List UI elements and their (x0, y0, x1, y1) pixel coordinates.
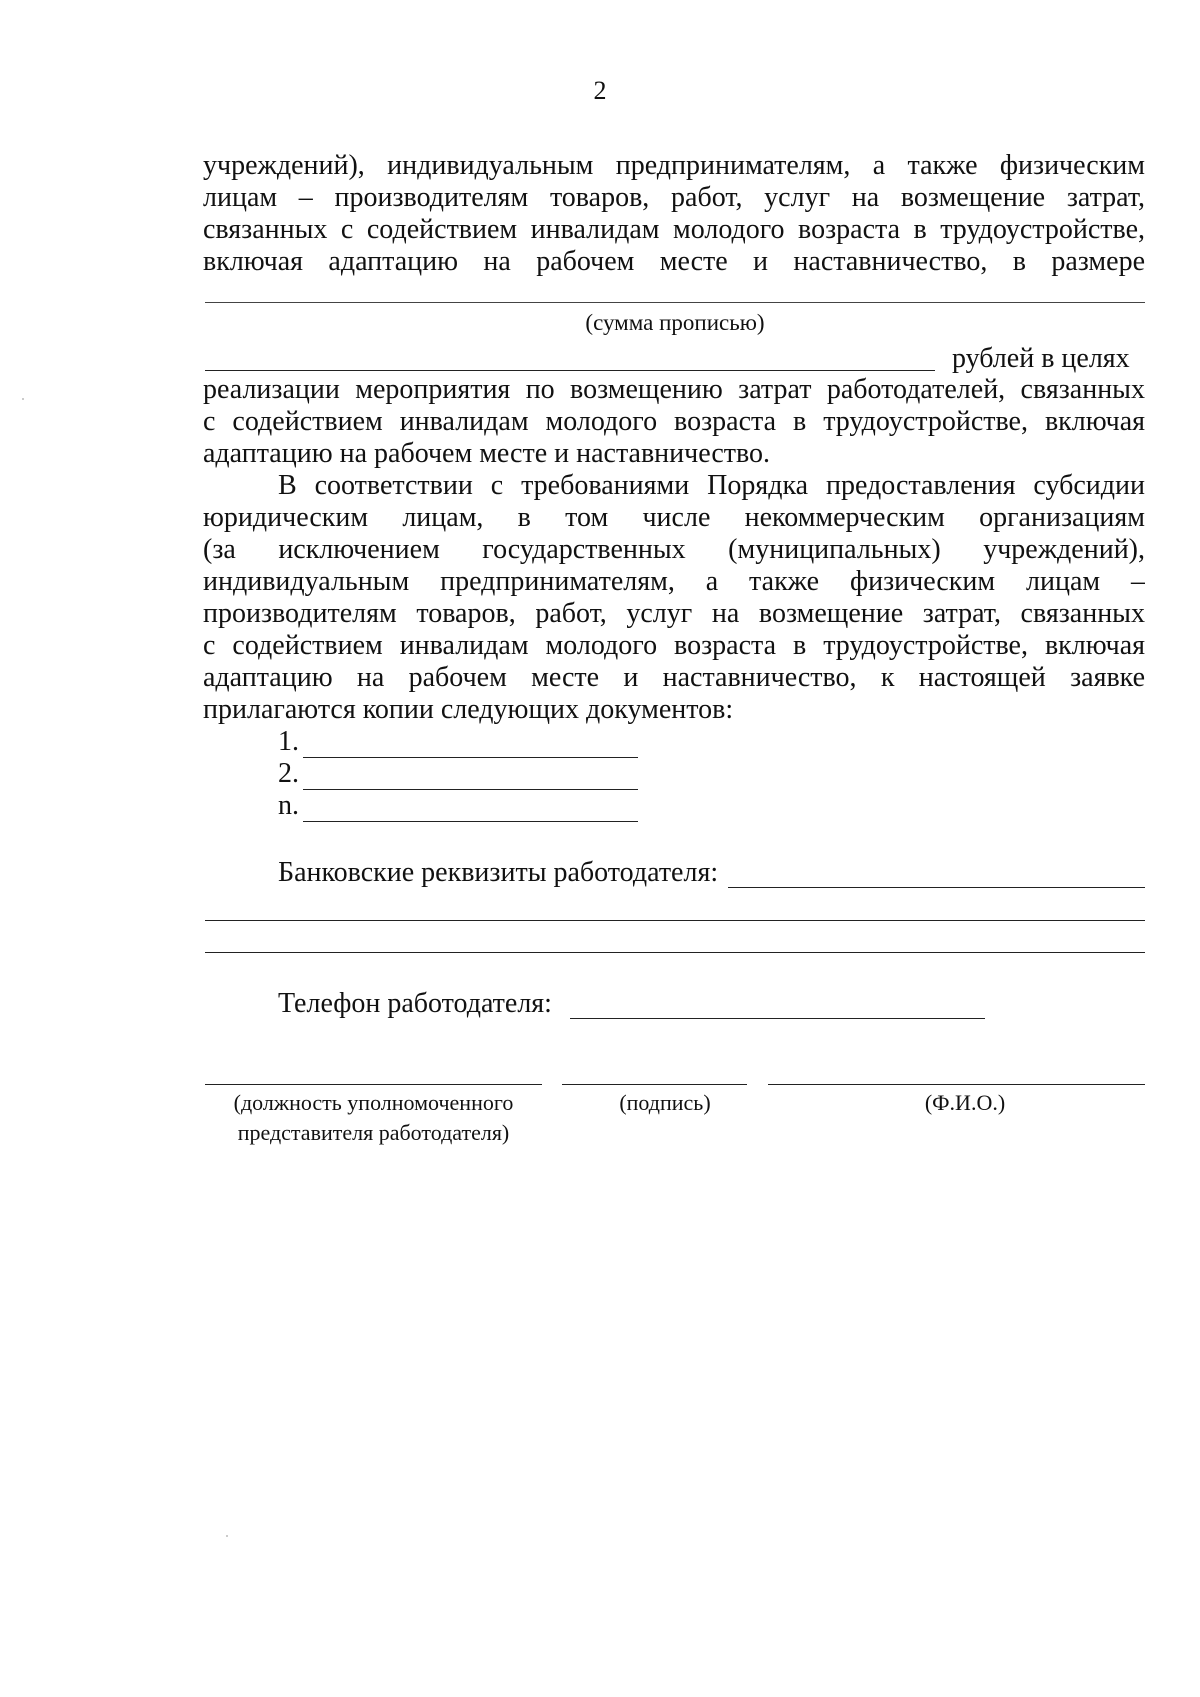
scan-speck (226, 1535, 228, 1537)
text-line: В соответствии с требованиями Порядка предоставления субсидии (278, 470, 1145, 501)
text-line: прилагаются копии следующих документов: (203, 694, 734, 725)
phone-label: Телефон работодателя: (278, 988, 552, 1019)
position-field-line[interactable] (205, 1084, 542, 1085)
sum-in-words-field-line[interactable] (205, 302, 1145, 303)
rubles-text: рублей в целях (952, 343, 1130, 374)
text-line: лицам – производителям товаров, работ, услуг на возмещение затрат, (203, 182, 1145, 213)
bank-details-label: Банковские реквизиты работодателя: (278, 857, 719, 888)
text-line: с содействием инвалидам молодого возраста в трудоустройстве, включая (203, 406, 1145, 437)
signature-field-line[interactable] (562, 1084, 747, 1085)
bank-details-field-line-3[interactable] (205, 952, 1145, 953)
list-item-marker: 2. (278, 758, 299, 789)
text-line: учреждений), индивидуальным предпринимателям, а также физическим (203, 150, 1145, 181)
scan-speck (22, 398, 24, 400)
text-line: адаптацию на рабочем месте и наставничество. (203, 438, 771, 469)
text-line: производителям товаров, работ, услуг на возмещение затрат, связанных (203, 598, 1145, 629)
text-line: включая адаптацию на рабочем месте и наставничество, в размере (203, 246, 1145, 277)
text-line: с содействием инвалидам молодого возраста в трудоустройстве, включая (203, 630, 1145, 661)
sum-in-digits-field-line[interactable] (205, 370, 935, 371)
list-item-marker: n. (278, 790, 299, 821)
phone-field-line[interactable] (570, 1018, 985, 1019)
list-item-field-line[interactable] (303, 757, 638, 758)
text-line: (за исключением государственных (муниципальных) учреждений), (203, 534, 1145, 565)
page-number: 2 (593, 76, 607, 105)
sum-in-words-label: (сумма прописью) (585, 310, 765, 335)
text-line: юридическим лицам, в том числе некоммерческим организациям (203, 502, 1145, 533)
text-line: индивидуальным предпринимателям, а также физическим лицам – (203, 566, 1145, 597)
text-line: связанных с содействием инвалидам молодого возраста в трудоустройстве, (203, 214, 1145, 245)
signature-label: (подпись) (619, 1090, 711, 1115)
text-line: реализации мероприятия по возмещению затрат работодателей, связанных (203, 374, 1145, 405)
list-item-field-line[interactable] (303, 789, 638, 790)
name-label: (Ф.И.О.) (924, 1090, 1006, 1115)
name-field-line[interactable] (768, 1084, 1145, 1085)
list-item-field-line[interactable] (303, 821, 638, 822)
text-line: адаптацию на рабочем месте и наставничество, к настоящей заявке (203, 662, 1145, 693)
bank-details-field-line-2[interactable] (205, 920, 1145, 921)
list-item-marker: 1. (278, 726, 299, 757)
bank-details-field-line[interactable] (728, 887, 1145, 888)
position-label: (должность уполномоченного представителя работодателя) (233, 1090, 514, 1145)
